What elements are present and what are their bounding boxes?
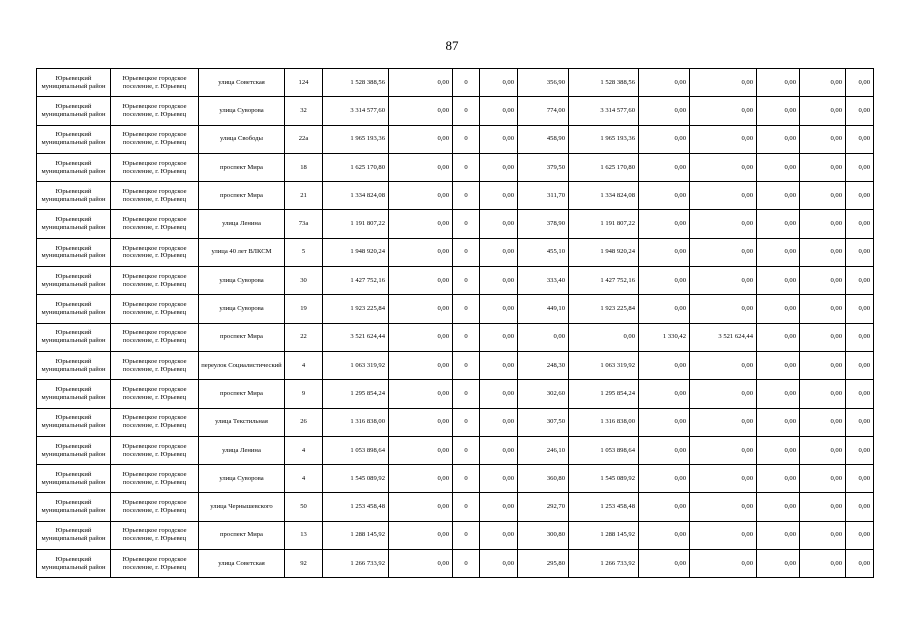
amount-cell: 0,00	[690, 380, 757, 408]
amount-cell: 1 948 920,24	[569, 238, 639, 266]
value-cell: 0,00	[389, 182, 453, 210]
value-cell: 0,00	[639, 436, 690, 464]
amount-cell: 1 316 838,00	[569, 408, 639, 436]
value-cell: 0,00	[639, 550, 690, 578]
value-cell: 0,00	[639, 351, 690, 379]
value-cell: 0,00	[800, 267, 846, 295]
cost-cell: 1 288 145,92	[323, 521, 389, 549]
cost-cell: 1 528 388,56	[323, 69, 389, 97]
count-cell: 0	[453, 436, 480, 464]
value-cell: 0,00	[800, 465, 846, 493]
count-cell: 0	[453, 493, 480, 521]
value-cell: 0,00	[389, 521, 453, 549]
value-cell: 0,00	[480, 380, 518, 408]
area-cell: 307,50	[518, 408, 569, 436]
value-cell: 0,00	[800, 295, 846, 323]
value-cell: 0,00	[389, 267, 453, 295]
house-cell: 13	[285, 521, 323, 549]
street-cell: улица Ленина	[199, 210, 285, 238]
value-cell: 0,00	[480, 125, 518, 153]
value-cell: 0,00	[389, 69, 453, 97]
table-row	[37, 465, 874, 493]
value-cell: 0,00	[757, 295, 800, 323]
house-cell: 4	[285, 351, 323, 379]
street-cell: проспект Мира	[199, 182, 285, 210]
house-cell: 4	[285, 436, 323, 464]
street-cell: улица Советская	[199, 550, 285, 578]
value-cell: 0,00	[480, 69, 518, 97]
amount-cell: 1 295 854,24	[569, 380, 639, 408]
house-cell: 32	[285, 97, 323, 125]
value-cell: 1 330,42	[639, 323, 690, 351]
value-cell: 0,00	[757, 182, 800, 210]
settlement-cell: Юрьевецкое городское поселение, г. Юрьевец	[111, 182, 199, 210]
settlement-cell: Юрьевецкое городское поселение, г. Юрьевец	[111, 295, 199, 323]
district-cell: Юрьевецкий муниципальный район	[37, 182, 111, 210]
area-cell: 311,70	[518, 182, 569, 210]
count-cell: 0	[453, 408, 480, 436]
cost-cell: 1 253 458,48	[323, 493, 389, 521]
amount-cell: 1 191 807,22	[569, 210, 639, 238]
settlement-cell: Юрьевецкое городское поселение, г. Юрьевец	[111, 465, 199, 493]
street-cell: проспект Мира	[199, 380, 285, 408]
value-cell: 0,00	[480, 465, 518, 493]
amount-cell: 0,00	[690, 550, 757, 578]
value-cell: 0,00	[480, 351, 518, 379]
value-cell: 0,00	[800, 323, 846, 351]
value-cell: 0,00	[846, 69, 874, 97]
table-row	[37, 351, 874, 379]
amount-cell: 1 427 752,16	[569, 267, 639, 295]
street-cell: улица Текстильная	[199, 408, 285, 436]
area-cell: 774,00	[518, 97, 569, 125]
house-cell: 50	[285, 493, 323, 521]
settlement-cell: Юрьевецкое городское поселение, г. Юрьевец	[111, 210, 199, 238]
house-cell: 22	[285, 323, 323, 351]
house-cell: 9	[285, 380, 323, 408]
area-cell: 455,10	[518, 238, 569, 266]
value-cell: 0,00	[757, 238, 800, 266]
street-cell: проспект Мира	[199, 521, 285, 549]
value-cell: 0,00	[757, 436, 800, 464]
area-cell: 449,10	[518, 295, 569, 323]
count-cell: 0	[453, 69, 480, 97]
value-cell: 0,00	[757, 97, 800, 125]
count-cell: 0	[453, 182, 480, 210]
street-cell: улица Ленина	[199, 436, 285, 464]
settlement-cell: Юрьевецкое городское поселение, г. Юрьевец	[111, 408, 199, 436]
street-cell: улица Чернышевского	[199, 493, 285, 521]
table-row	[37, 550, 874, 578]
value-cell: 0,00	[846, 408, 874, 436]
area-cell: 292,70	[518, 493, 569, 521]
value-cell: 0,00	[639, 238, 690, 266]
amount-cell: 1 625 170,80	[569, 153, 639, 181]
area-cell: 458,90	[518, 125, 569, 153]
street-cell: проспект Мира	[199, 323, 285, 351]
amount-cell: 0,00	[690, 125, 757, 153]
value-cell: 0,00	[757, 408, 800, 436]
area-cell: 0,00	[518, 323, 569, 351]
value-cell: 0,00	[757, 323, 800, 351]
table-row	[37, 125, 874, 153]
street-cell: проспект Мира	[199, 153, 285, 181]
district-cell: Юрьевецкий муниципальный район	[37, 521, 111, 549]
value-cell: 0,00	[480, 153, 518, 181]
district-cell: Юрьевецкий муниципальный район	[37, 125, 111, 153]
table-row	[37, 69, 874, 97]
value-cell: 0,00	[639, 69, 690, 97]
value-cell: 0,00	[846, 295, 874, 323]
value-cell: 0,00	[800, 380, 846, 408]
value-cell: 0,00	[800, 97, 846, 125]
value-cell: 0,00	[639, 153, 690, 181]
count-cell: 0	[453, 380, 480, 408]
district-cell: Юрьевецкий муниципальный район	[37, 380, 111, 408]
table-row	[37, 182, 874, 210]
value-cell: 0,00	[639, 97, 690, 125]
amount-cell: 0,00	[690, 267, 757, 295]
value-cell: 0,00	[389, 351, 453, 379]
table-row	[37, 493, 874, 521]
count-cell: 0	[453, 125, 480, 153]
value-cell: 0,00	[389, 550, 453, 578]
table-body	[37, 69, 874, 578]
amount-cell: 1 288 145,92	[569, 521, 639, 549]
value-cell: 0,00	[800, 238, 846, 266]
value-cell: 0,00	[389, 295, 453, 323]
cost-cell: 1 316 838,00	[323, 408, 389, 436]
amount-cell: 0,00	[690, 493, 757, 521]
value-cell: 0,00	[846, 436, 874, 464]
value-cell: 0,00	[846, 493, 874, 521]
house-cell: 30	[285, 267, 323, 295]
street-cell: улица 40 лет ВЛКСМ	[199, 238, 285, 266]
amount-cell: 0,00	[690, 210, 757, 238]
amount-cell: 0,00	[690, 97, 757, 125]
house-cell: 92	[285, 550, 323, 578]
value-cell: 0,00	[846, 267, 874, 295]
value-cell: 0,00	[639, 182, 690, 210]
value-cell: 0,00	[389, 125, 453, 153]
cost-cell: 1 427 752,16	[323, 267, 389, 295]
amount-cell: 0,00	[690, 295, 757, 323]
settlement-cell: Юрьевецкое городское поселение, г. Юрьевец	[111, 380, 199, 408]
value-cell: 0,00	[480, 550, 518, 578]
cost-cell: 1 545 089,92	[323, 465, 389, 493]
cost-cell: 3 521 624,44	[323, 323, 389, 351]
settlement-cell: Юрьевецкое городское поселение, г. Юрьевец	[111, 153, 199, 181]
area-cell: 246,10	[518, 436, 569, 464]
district-cell: Юрьевецкий муниципальный район	[37, 97, 111, 125]
amount-cell: 3 314 577,60	[569, 97, 639, 125]
area-cell: 333,40	[518, 267, 569, 295]
value-cell: 0,00	[846, 238, 874, 266]
district-cell: Юрьевецкий муниципальный район	[37, 69, 111, 97]
amount-cell: 1 334 824,08	[569, 182, 639, 210]
street-cell: переулок Социалистический	[199, 351, 285, 379]
table-row	[37, 267, 874, 295]
street-cell: улица Суворова	[199, 465, 285, 493]
amount-cell: 0,00	[690, 521, 757, 549]
value-cell: 0,00	[757, 267, 800, 295]
value-cell: 0,00	[846, 550, 874, 578]
table-row	[37, 97, 874, 125]
value-cell: 0,00	[389, 97, 453, 125]
amount-cell: 0,00	[690, 238, 757, 266]
amount-cell: 0,00	[690, 351, 757, 379]
table-row	[37, 210, 874, 238]
amount-cell: 0,00	[690, 436, 757, 464]
value-cell: 0,00	[800, 210, 846, 238]
house-cell: 73а	[285, 210, 323, 238]
value-cell: 0,00	[757, 69, 800, 97]
amount-cell: 0,00	[690, 153, 757, 181]
area-cell: 248,30	[518, 351, 569, 379]
amount-cell: 1 545 089,92	[569, 465, 639, 493]
count-cell: 0	[453, 351, 480, 379]
cost-cell: 1 923 225,84	[323, 295, 389, 323]
value-cell: 0,00	[846, 97, 874, 125]
value-cell: 0,00	[846, 125, 874, 153]
district-cell: Юрьевецкий муниципальный район	[37, 436, 111, 464]
value-cell: 0,00	[639, 521, 690, 549]
house-cell: 22а	[285, 125, 323, 153]
count-cell: 0	[453, 295, 480, 323]
count-cell: 0	[453, 267, 480, 295]
settlement-cell: Юрьевецкое городское поселение, г. Юрьевец	[111, 493, 199, 521]
count-cell: 0	[453, 521, 480, 549]
house-cell: 19	[285, 295, 323, 323]
value-cell: 0,00	[480, 238, 518, 266]
cost-cell: 1 965 193,36	[323, 125, 389, 153]
settlement-cell: Юрьевецкое городское поселение, г. Юрьевец	[111, 238, 199, 266]
table-row	[37, 380, 874, 408]
value-cell: 0,00	[800, 493, 846, 521]
settlement-cell: Юрьевецкое городское поселение, г. Юрьевец	[111, 323, 199, 351]
value-cell: 0,00	[480, 408, 518, 436]
amount-cell: 0,00	[690, 465, 757, 493]
value-cell: 0,00	[757, 153, 800, 181]
amount-cell: 0,00	[569, 323, 639, 351]
value-cell: 0,00	[480, 97, 518, 125]
table-row	[37, 323, 874, 351]
value-cell: 0,00	[389, 436, 453, 464]
house-cell: 5	[285, 238, 323, 266]
settlement-cell: Юрьевецкое городское поселение, г. Юрьевец	[111, 351, 199, 379]
value-cell: 0,00	[846, 521, 874, 549]
district-cell: Юрьевецкий муниципальный район	[37, 153, 111, 181]
value-cell: 0,00	[757, 351, 800, 379]
cost-cell: 1 063 319,92	[323, 351, 389, 379]
area-cell: 356,90	[518, 69, 569, 97]
value-cell: 0,00	[800, 182, 846, 210]
district-cell: Юрьевецкий муниципальный район	[37, 210, 111, 238]
value-cell: 0,00	[389, 323, 453, 351]
count-cell: 0	[453, 238, 480, 266]
value-cell: 0,00	[846, 153, 874, 181]
street-cell: улица Суворова	[199, 97, 285, 125]
amount-cell: 0,00	[690, 408, 757, 436]
district-cell: Юрьевецкий муниципальный район	[37, 267, 111, 295]
value-cell: 0,00	[480, 295, 518, 323]
value-cell: 0,00	[480, 182, 518, 210]
settlement-cell: Юрьевецкое городское поселение, г. Юрьевец	[111, 69, 199, 97]
district-cell: Юрьевецкий муниципальный район	[37, 550, 111, 578]
house-cell: 18	[285, 153, 323, 181]
table-row	[37, 153, 874, 181]
house-cell: 124	[285, 69, 323, 97]
value-cell: 0,00	[800, 550, 846, 578]
house-cell: 21	[285, 182, 323, 210]
cost-cell: 1 295 854,24	[323, 380, 389, 408]
district-cell: Юрьевецкий муниципальный район	[37, 493, 111, 521]
area-cell: 300,80	[518, 521, 569, 549]
value-cell: 0,00	[757, 465, 800, 493]
district-cell: Юрьевецкий муниципальный район	[37, 295, 111, 323]
settlement-cell: Юрьевецкое городское поселение, г. Юрьевец	[111, 550, 199, 578]
amount-cell: 1 528 388,56	[569, 69, 639, 97]
area-cell: 295,80	[518, 550, 569, 578]
value-cell: 0,00	[757, 210, 800, 238]
settlement-cell: Юрьевецкое городское поселение, г. Юрьевец	[111, 436, 199, 464]
district-cell: Юрьевецкий муниципальный район	[37, 408, 111, 436]
count-cell: 0	[453, 153, 480, 181]
district-cell: Юрьевецкий муниципальный район	[37, 351, 111, 379]
count-cell: 0	[453, 210, 480, 238]
value-cell: 0,00	[389, 380, 453, 408]
settlement-cell: Юрьевецкое городское поселение, г. Юрьевец	[111, 97, 199, 125]
value-cell: 0,00	[846, 210, 874, 238]
amount-cell: 1 923 225,84	[569, 295, 639, 323]
house-cell: 26	[285, 408, 323, 436]
cost-cell: 1 948 920,24	[323, 238, 389, 266]
value-cell: 0,00	[846, 380, 874, 408]
value-cell: 0,00	[800, 351, 846, 379]
count-cell: 0	[453, 97, 480, 125]
value-cell: 0,00	[480, 436, 518, 464]
value-cell: 0,00	[639, 267, 690, 295]
value-cell: 0,00	[480, 210, 518, 238]
house-cell: 4	[285, 465, 323, 493]
value-cell: 0,00	[639, 465, 690, 493]
area-cell: 378,90	[518, 210, 569, 238]
cost-cell: 3 314 577,60	[323, 97, 389, 125]
amount-cell: 1 063 319,92	[569, 351, 639, 379]
value-cell: 0,00	[389, 210, 453, 238]
value-cell: 0,00	[639, 125, 690, 153]
value-cell: 0,00	[389, 238, 453, 266]
value-cell: 0,00	[389, 493, 453, 521]
value-cell: 0,00	[800, 125, 846, 153]
street-cell: улица Суворова	[199, 267, 285, 295]
district-cell: Юрьевецкий муниципальный район	[37, 465, 111, 493]
value-cell: 0,00	[639, 295, 690, 323]
table-row	[37, 408, 874, 436]
amount-cell: 1 053 898,64	[569, 436, 639, 464]
cost-cell: 1 266 733,92	[323, 550, 389, 578]
page-number: 87	[445, 38, 459, 53]
value-cell: 0,00	[480, 521, 518, 549]
value-cell: 0,00	[757, 550, 800, 578]
count-cell: 0	[453, 323, 480, 351]
amount-cell: 3 521 624,44	[690, 323, 757, 351]
street-cell: улица Свободы	[199, 125, 285, 153]
settlement-cell: Юрьевецкое городское поселение, г. Юрьевец	[111, 521, 199, 549]
area-cell: 360,80	[518, 465, 569, 493]
value-cell: 0,00	[480, 267, 518, 295]
amount-cell: 1 253 458,48	[569, 493, 639, 521]
value-cell: 0,00	[757, 493, 800, 521]
amount-cell: 0,00	[690, 182, 757, 210]
value-cell: 0,00	[800, 521, 846, 549]
value-cell: 0,00	[480, 323, 518, 351]
value-cell: 0,00	[800, 408, 846, 436]
value-cell: 0,00	[846, 182, 874, 210]
area-cell: 379,50	[518, 153, 569, 181]
value-cell: 0,00	[757, 125, 800, 153]
amount-cell: 1 266 733,92	[569, 550, 639, 578]
value-cell: 0,00	[639, 380, 690, 408]
value-cell: 0,00	[846, 351, 874, 379]
cost-cell: 1 053 898,64	[323, 436, 389, 464]
street-cell: улица Советская	[199, 69, 285, 97]
settlement-cell: Юрьевецкое городское поселение, г. Юрьевец	[111, 267, 199, 295]
cost-cell: 1 334 824,08	[323, 182, 389, 210]
value-cell: 0,00	[757, 380, 800, 408]
cost-cell: 1 625 170,80	[323, 153, 389, 181]
cost-cell: 1 191 807,22	[323, 210, 389, 238]
count-cell: 0	[453, 465, 480, 493]
value-cell: 0,00	[846, 323, 874, 351]
value-cell: 0,00	[757, 521, 800, 549]
value-cell: 0,00	[800, 69, 846, 97]
value-cell: 0,00	[639, 493, 690, 521]
amount-cell: 0,00	[690, 69, 757, 97]
table-row	[37, 521, 874, 549]
value-cell: 0,00	[846, 465, 874, 493]
data-table	[36, 68, 874, 578]
table-row	[37, 436, 874, 464]
settlement-cell: Юрьевецкое городское поселение, г. Юрьевец	[111, 125, 199, 153]
value-cell: 0,00	[800, 436, 846, 464]
value-cell: 0,00	[389, 465, 453, 493]
value-cell: 0,00	[389, 408, 453, 436]
count-cell: 0	[453, 550, 480, 578]
district-cell: Юрьевецкий муниципальный район	[37, 238, 111, 266]
street-cell: улица Суворова	[199, 295, 285, 323]
area-cell: 302,60	[518, 380, 569, 408]
amount-cell: 1 965 193,36	[569, 125, 639, 153]
district-cell: Юрьевецкий муниципальный район	[37, 323, 111, 351]
value-cell: 0,00	[800, 153, 846, 181]
value-cell: 0,00	[639, 408, 690, 436]
value-cell: 0,00	[480, 493, 518, 521]
table-row	[37, 295, 874, 323]
value-cell: 0,00	[639, 210, 690, 238]
value-cell: 0,00	[389, 153, 453, 181]
table-row	[37, 238, 874, 266]
